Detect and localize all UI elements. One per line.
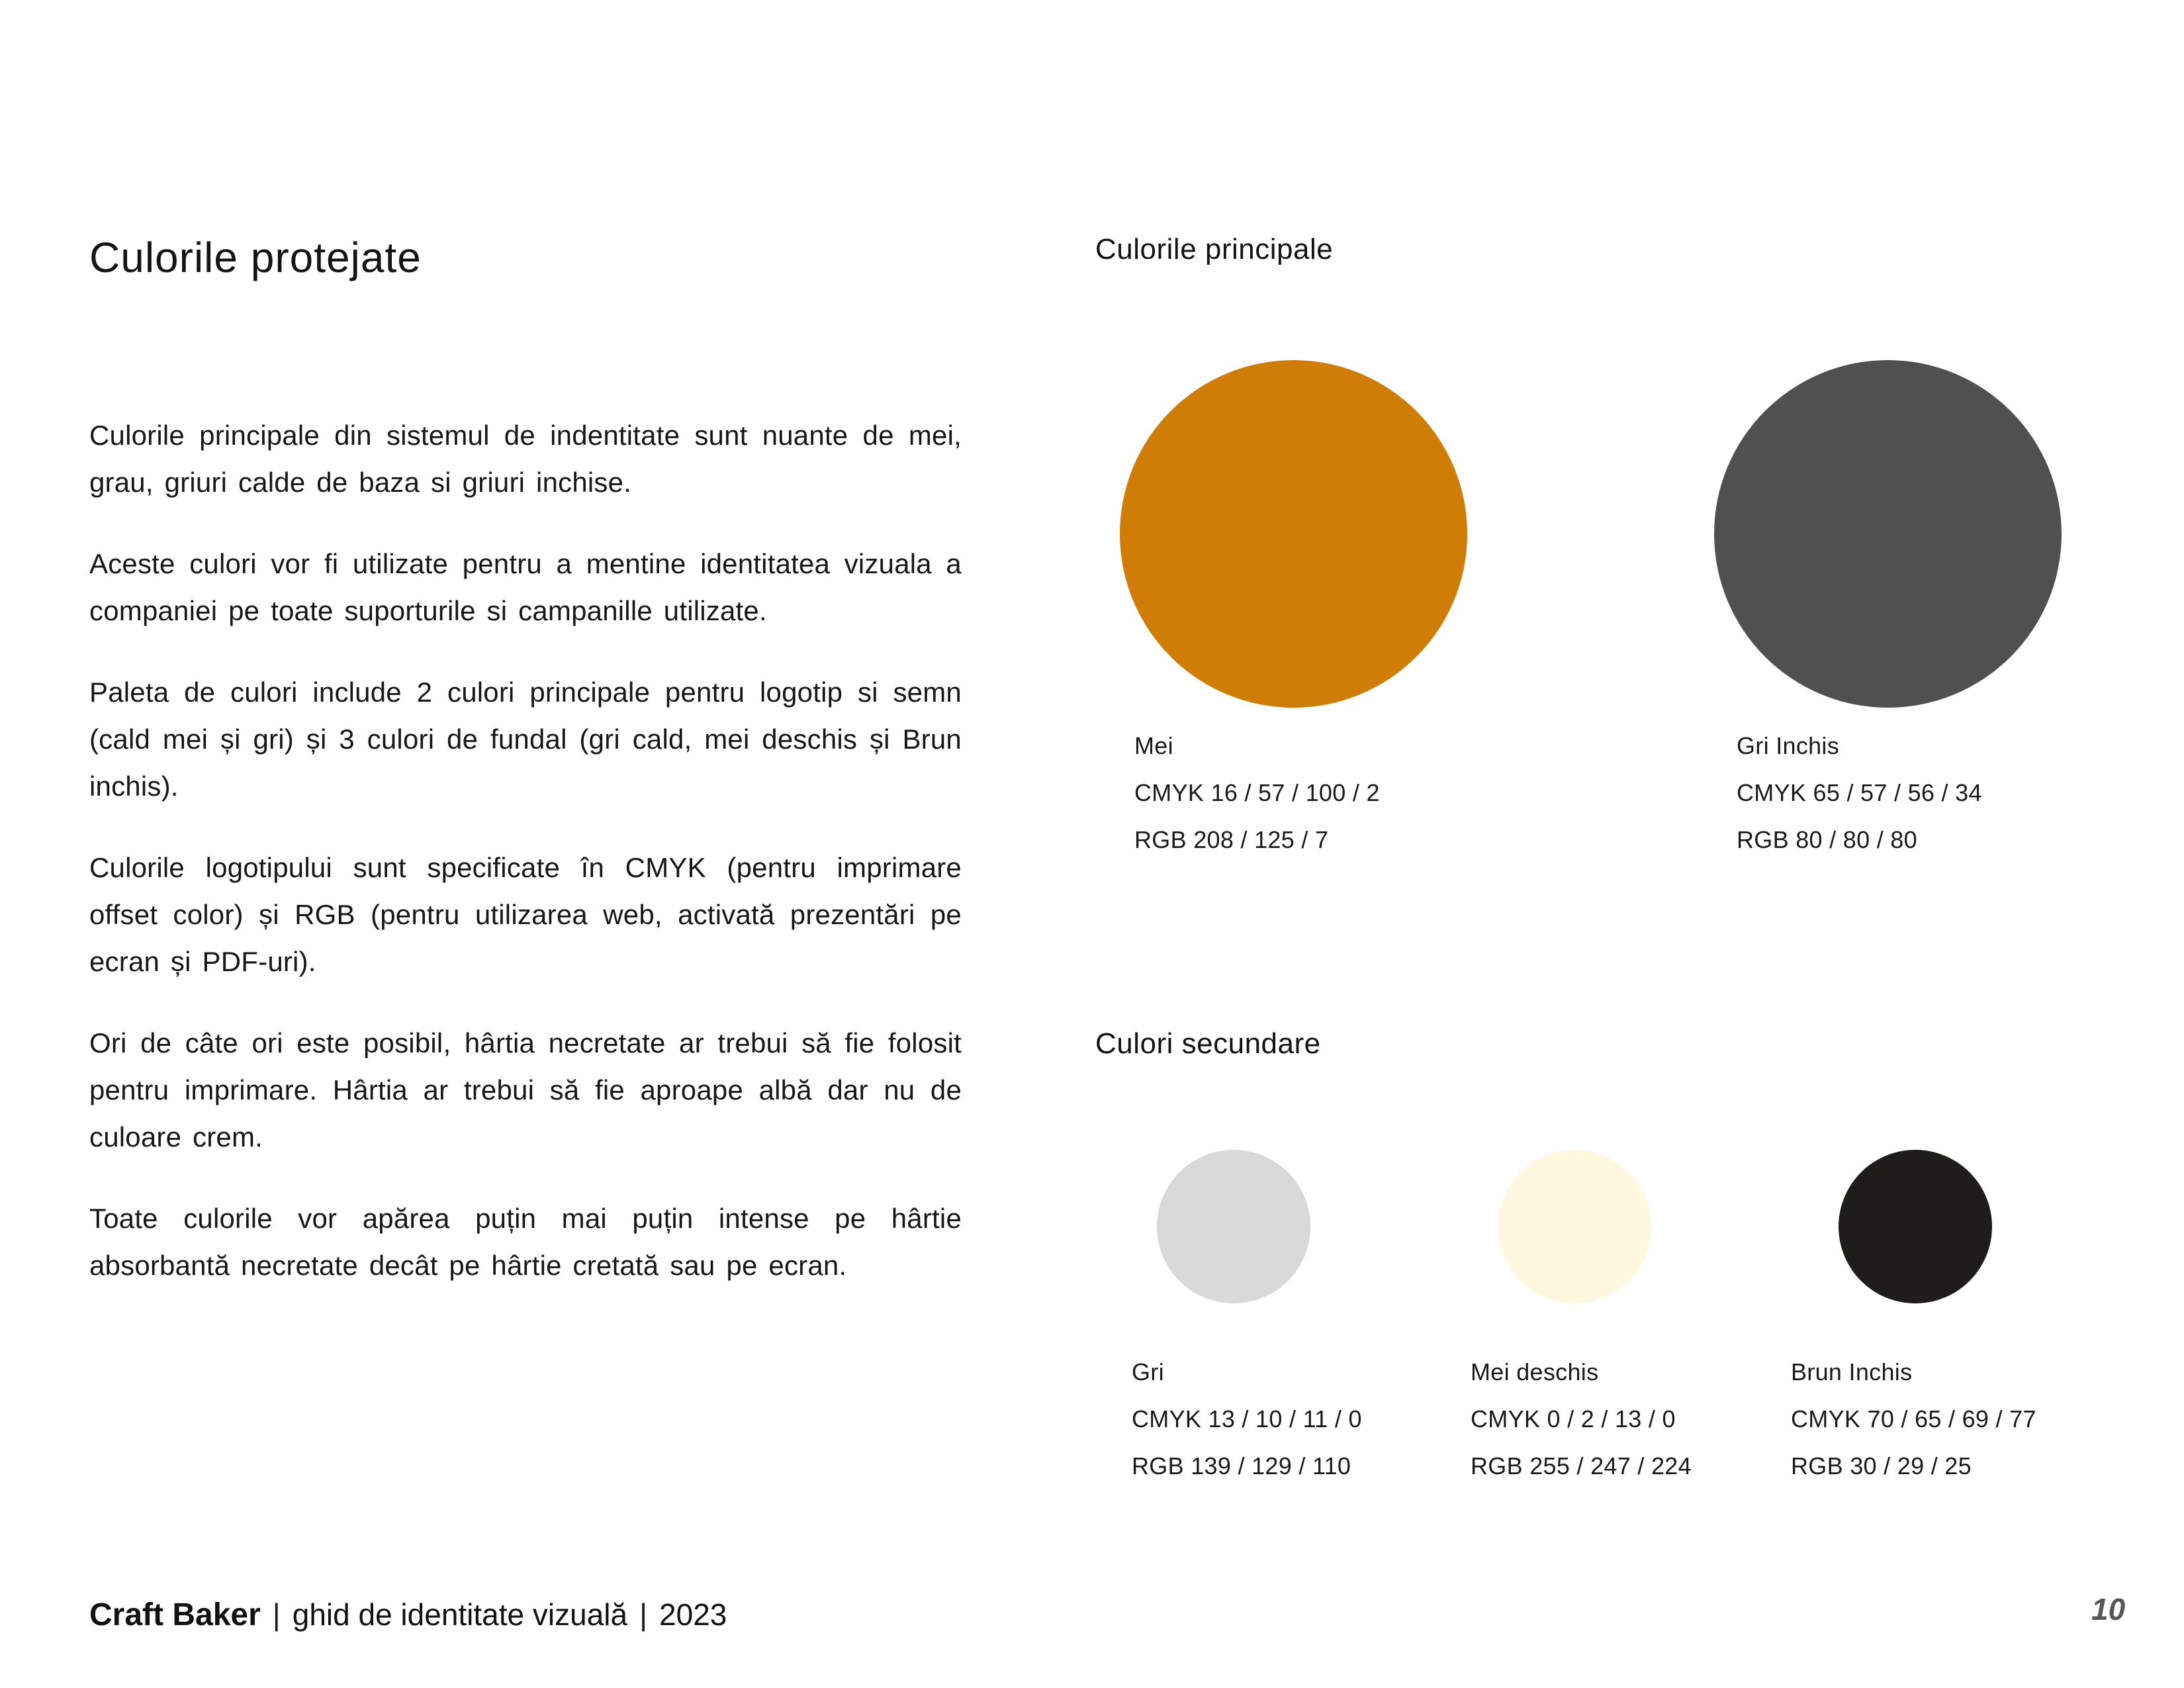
secondary-colors-heading: Culori secundare: [1095, 1027, 1321, 1060]
intro-paragraph: Ori de câte ori este posibil, hârtia necretate ar trebui să fie folosit pentru imprimare. Hârtia ar trebui să fie aproape albă dar nu de culoare crem.: [89, 1027, 962, 1152]
swatch-cmyk: CMYK 16 / 57 / 100 / 2: [1134, 779, 1380, 806]
intro-paragraph: Culorile logotipului sunt specificate în CMYK (pentru imprimare offset color) și RGB (pentru utilizarea web, activată prezentări pe ecran și PDF-uri).: [89, 852, 962, 977]
intro-paragraph: Culorile principale din sistemul de indentitate sunt nuante de mei, grau, griuri calde de baza si griuri inchise.: [89, 420, 962, 498]
swatch-rgb: RGB 30 / 29 / 25: [1791, 1452, 1972, 1479]
footer-subtitle: ghid de identitate vizuală: [292, 1597, 628, 1632]
swatch-circle-gri: [1157, 1150, 1310, 1303]
intro-paragraph: Aceste culori vor fi utilizate pentru a mentine identitatea vizuala a companiei pe toate suporturile si campanille utilizate.: [89, 548, 962, 626]
swatch-labels-gri: [1132, 1360, 1362, 1478]
page-number: 10: [2091, 1592, 2126, 1626]
footer-separator: |: [272, 1597, 281, 1632]
swatch-cmyk: CMYK 13 / 10 / 11 / 0: [1132, 1405, 1362, 1432]
swatch-rgb: RGB 80 / 80 / 80: [1737, 826, 1917, 853]
swatch-cmyk: CMYK 65 / 57 / 56 / 34: [1737, 779, 1982, 806]
footer-year: 2023: [659, 1597, 727, 1632]
swatch-circle-mei: [1120, 360, 1467, 708]
swatch-name: Brun Inchis: [1791, 1358, 1913, 1385]
swatch-circle-brun-inchis: [1839, 1150, 1992, 1303]
page-title: Culorile protejate: [89, 234, 422, 281]
swatch-labels-gri-inchis: [1737, 733, 1982, 852]
swatch-name: Gri Inchis: [1737, 732, 1840, 759]
swatch-labels-mei-deschis: [1471, 1360, 1692, 1478]
intro-paragraph: Toate culorile vor apărea puțin mai puțin intense pe hârtie absorbantă necretate decât pe hârtie cretată sau pe ecran.: [89, 1203, 962, 1281]
footer: [89, 1597, 727, 1633]
swatch-labels-mei: [1134, 733, 1380, 852]
swatch-cmyk: CMYK 0 / 2 / 13 / 0: [1471, 1405, 1676, 1432]
swatch-rgb: RGB 208 / 125 / 7: [1134, 826, 1329, 853]
swatch-labels-brun-inchis: [1791, 1360, 2036, 1478]
swatch-rgb: RGB 255 / 247 / 224: [1471, 1452, 1692, 1479]
swatch-name: Mei: [1134, 732, 1173, 759]
swatch-circle-gri-inchis: [1714, 360, 2062, 708]
swatch-name: Mei deschis: [1471, 1358, 1599, 1385]
footer-brand: Craft Baker: [89, 1597, 261, 1632]
swatch-name: Gri: [1132, 1358, 1164, 1385]
primary-colors-heading: Culorile principale: [1095, 233, 1334, 265]
footer-separator: |: [639, 1597, 648, 1632]
intro-text-block: [89, 412, 962, 1323]
swatch-circle-mei-deschis: [1498, 1150, 1651, 1303]
swatch-cmyk: CMYK 70 / 65 / 69 / 77: [1791, 1405, 2036, 1432]
intro-paragraph: Paleta de culori include 2 culori principale pentru logotip si semn (cald mei și gri) și 3 culori de fundal (gri cald, mei deschis și Brun inchis).: [89, 677, 962, 802]
swatch-rgb: RGB 139 / 129 / 110: [1132, 1452, 1351, 1479]
